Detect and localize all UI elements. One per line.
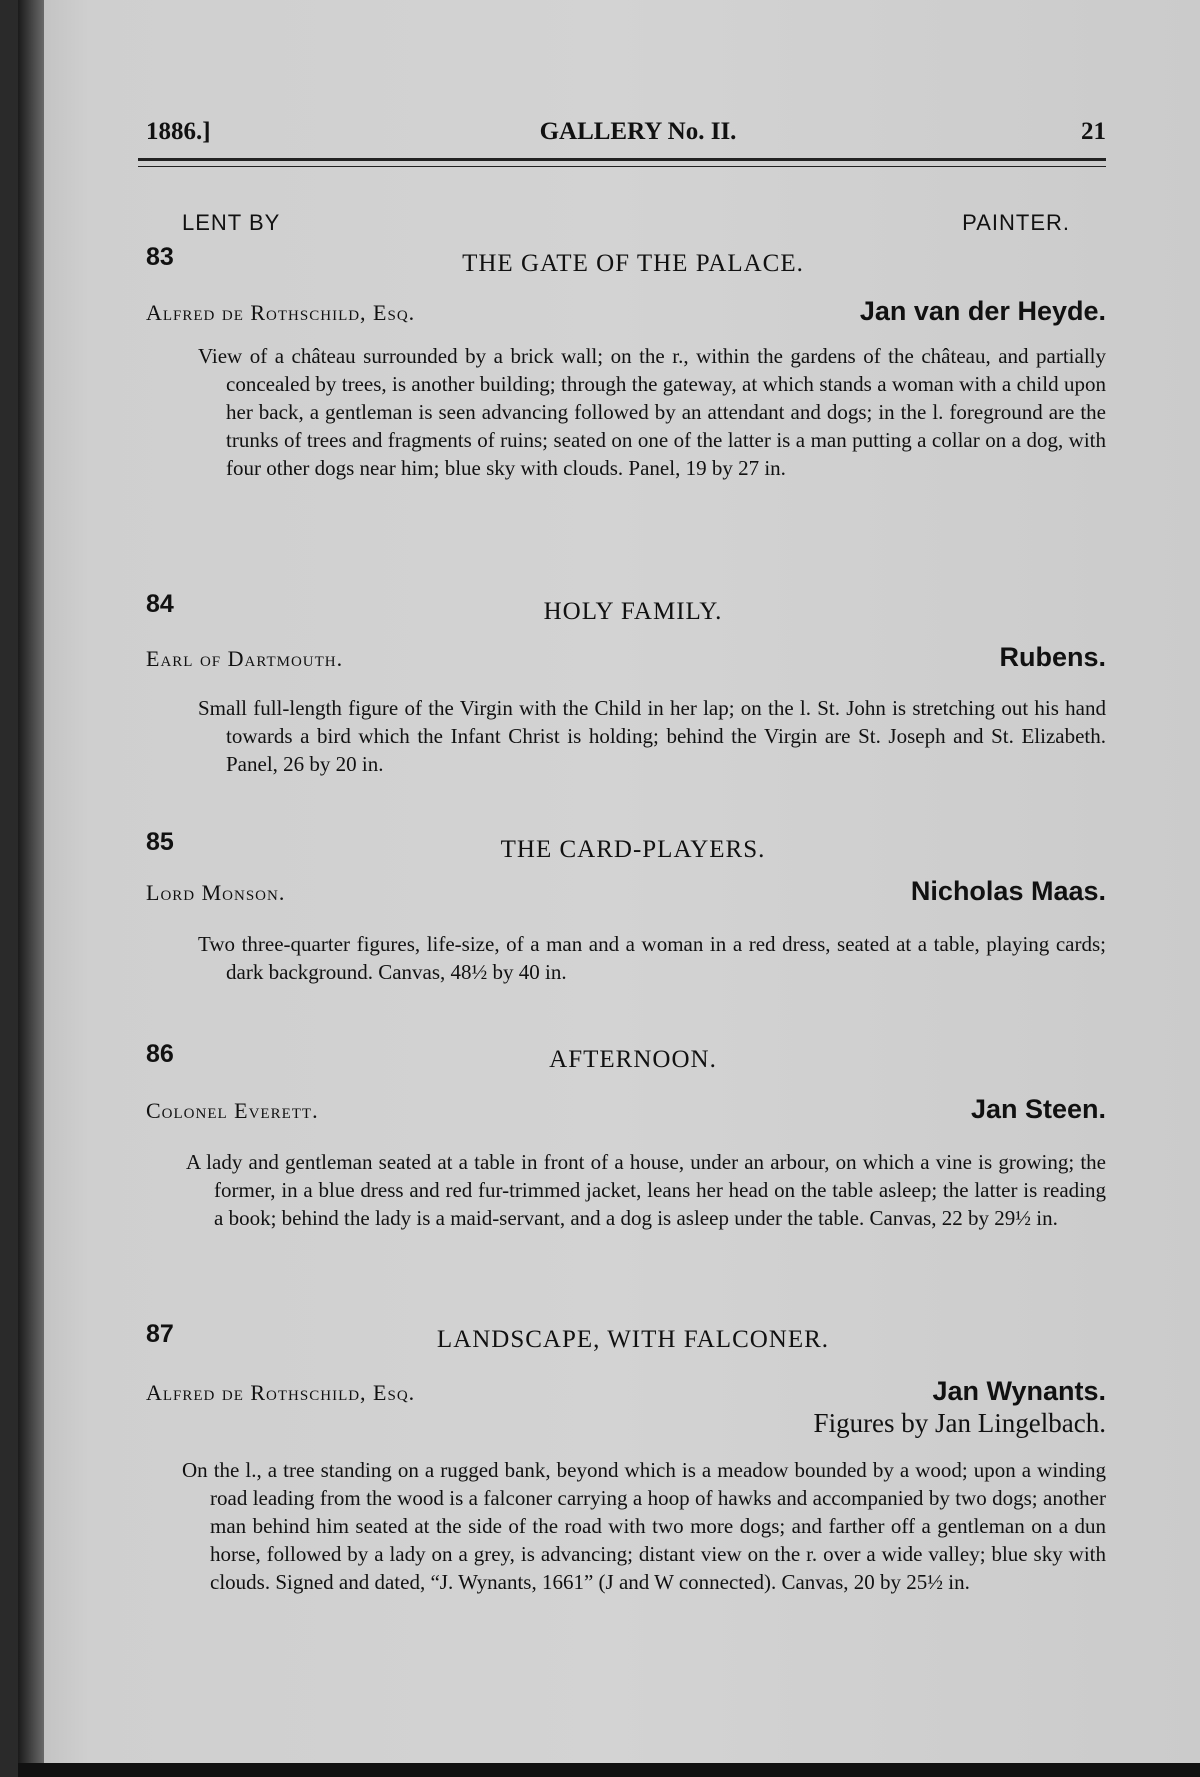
entry-lender: Alfred de Rothschild, Esq.: [146, 300, 416, 325]
page-title: GALLERY No. II.: [539, 118, 737, 145]
entry-description: Two three-quarter figures, life-size, of a man and a woman in a red dress, seated at a table, playing cards; dark background. Canvas, 48½ by 40 in.: [198, 932, 1106, 984]
entry-number: 87: [146, 1320, 174, 1348]
entry-number: 84: [146, 590, 174, 618]
entry-painter: Jan Wynants.: [932, 1376, 1106, 1406]
page-year: 1886.]: [146, 118, 211, 145]
entry-title: THE GATE OF THE PALACE.: [462, 250, 804, 277]
entry-description: View of a château surrounded by a brick wall; on the r., within the gardens of the château, and partially concealed by trees, is another building; through the gateway, at which stands a woman with a child upon her back, a gentleman is seen advancing followed by an attendant and dogs; in the l. foreground are the trunks of trees and fragments of ruins; seated on one of the latter is a man putting a collar on a dog, with four other dogs near him; blue sky with clouds. Panel, 19 by 27 in.: [198, 344, 1106, 480]
entry-description: On the l., a tree standing on a rugged bank, beyond which is a meadow bounded by a wood; upon a winding road leading from the wood is a falconer carrying a hoop of hawks and accompanied by two dogs; another man behind him seated at the side of the road with two more dogs; and farther off a gentleman on a dun horse, followed by a lady on a grey, is advancing; distant view on the r. over a wide valley; blue sky with clouds. Signed and dated, “J. Wynants, 1661” (J and W connected). Canvas, 20 by 25½ in.: [182, 1458, 1106, 1594]
entry-description: A lady and gentleman seated at a table in front of a house, under an arbour, on which a vine is growing; the former, in a blue dress and red fur-trimmed jacket, leans her head on the table asleep; the latter is reading a book; behind the lady is a maid-servant, and a dog is asleep under the table. Canvas, 22 by 29½ in.: [186, 1150, 1106, 1230]
entry-number: 85: [146, 828, 174, 856]
header-rule-thin: [138, 166, 1106, 167]
page-number: 21: [1081, 118, 1106, 145]
entry-painter: Jan van der Heyde.: [859, 296, 1106, 326]
book-spine-shadow: [18, 0, 44, 1777]
entry-painter: Nicholas Maas.: [910, 876, 1106, 906]
entry-lender: Lord Monson.: [146, 880, 286, 905]
painter-label: PAINTER.: [962, 210, 1070, 235]
entry-lender: Colonel Everett.: [146, 1098, 319, 1123]
entry-number: 86: [146, 1040, 174, 1068]
entry-title: THE CARD-PLAYERS.: [500, 836, 766, 863]
page-bottom-edge: [18, 1763, 1200, 1777]
header-rule: [138, 158, 1106, 161]
entry-figures-credit: Figures by Jan Lingelbach.: [813, 1408, 1106, 1438]
entry-painter: Jan Steen.: [970, 1094, 1106, 1124]
entry-title: HOLY FAMILY.: [543, 598, 723, 625]
entry-description: Small full-length figure of the Virgin with the Child in her lap; on the l. St. John is stretching out his hand towards a bird which the Infant Christ is holding; behind the Virgin are St. Joseph and St. Elizabeth. Panel, 26 by 20 in.: [198, 696, 1106, 776]
entry-number: 83: [146, 243, 174, 271]
catalogue-page: [18, 0, 1200, 1777]
entry-lender: Alfred de Rothschild, Esq.: [146, 1380, 416, 1405]
lent-by-label: LENT BY: [182, 210, 281, 235]
entry-title: LANDSCAPE, WITH FALCONER.: [436, 1326, 830, 1353]
entry-painter: Rubens.: [999, 642, 1106, 672]
entry-title: AFTERNOON.: [549, 1046, 717, 1073]
entry-lender: Earl of Dartmouth.: [146, 646, 344, 671]
